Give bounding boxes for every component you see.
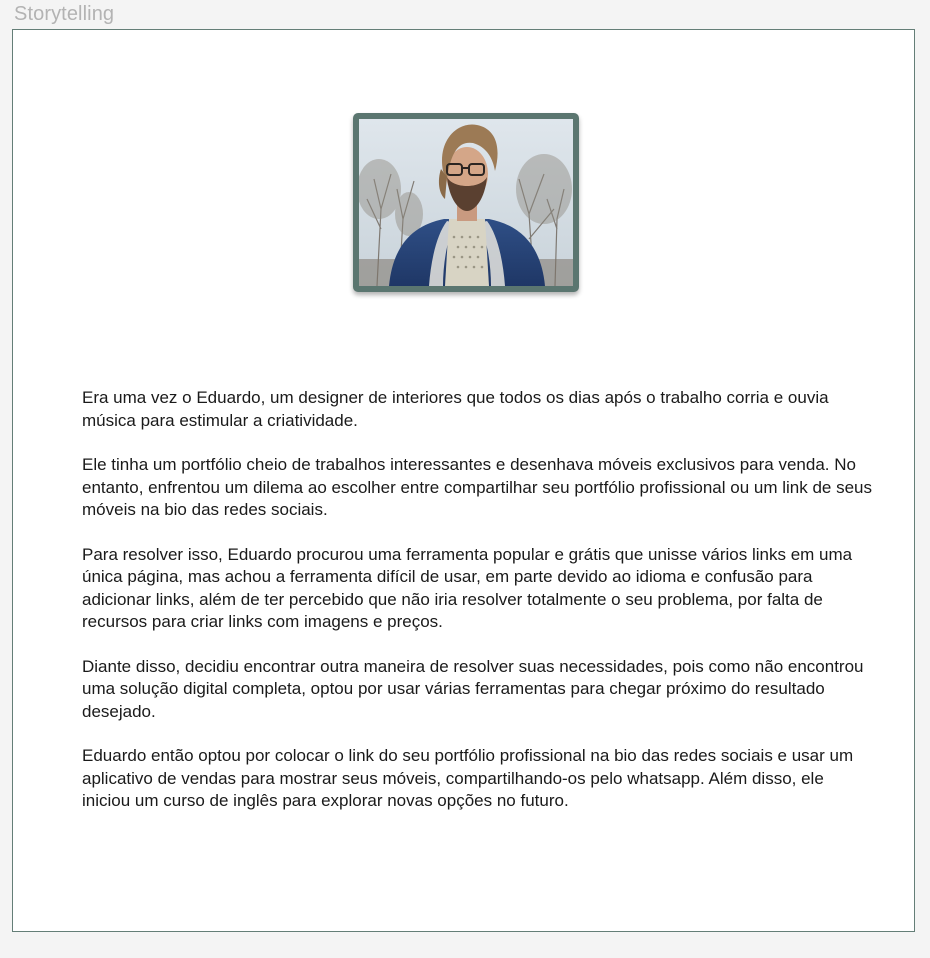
frame-title: Storytelling (14, 3, 115, 25)
persona-portrait-image (359, 119, 573, 286)
story-paragraph: Para resolver isso, Eduardo procurou uma ferramenta popular e grátis que unisse vários links em uma única página, mas achou a ferramenta difícil de usar, em parte devido ao idioma e confusão para adicionar links, além de ter percebido que não iria resolver totalmente o seu problema, por falta de recursos para criar links com imagens e preços. (82, 544, 853, 631)
story-paragraph: Ele tinha um portfólio cheio de trabalhos interessantes e desenhava móveis exclusivos para venda. No entanto, enfrentou um dilema ao escolher entre compartilhar seu portfólio profissional ou um link de seus móveis na bio das redes sociais. (82, 455, 872, 519)
story-text (82, 387, 872, 835)
story-paragraph: Era uma vez o Eduardo, um designer de interiores que todos os dias após o trabalho corria e ouvia música para estimular a criatividade. (82, 388, 829, 430)
storytelling-frame (12, 29, 915, 932)
story-paragraph: Diante disso, decidiu encontrar outra maneira de resolver suas necessidades, pois como não encontrou uma solução digital completa, optou por usar várias ferramentas para chegar próximo do resultado desejado. (82, 656, 864, 721)
story-paragraph: Eduardo então optou por colocar o link do seu portfólio profissional na bio das redes sociais e usar um aplicativo de vendas para mostrar seus móveis, compartilhando-os pelo whatsapp. Além disso, ele iniciou um curso de inglês para explorar novas opções no futuro. (82, 746, 854, 810)
persona-photo (353, 113, 579, 292)
